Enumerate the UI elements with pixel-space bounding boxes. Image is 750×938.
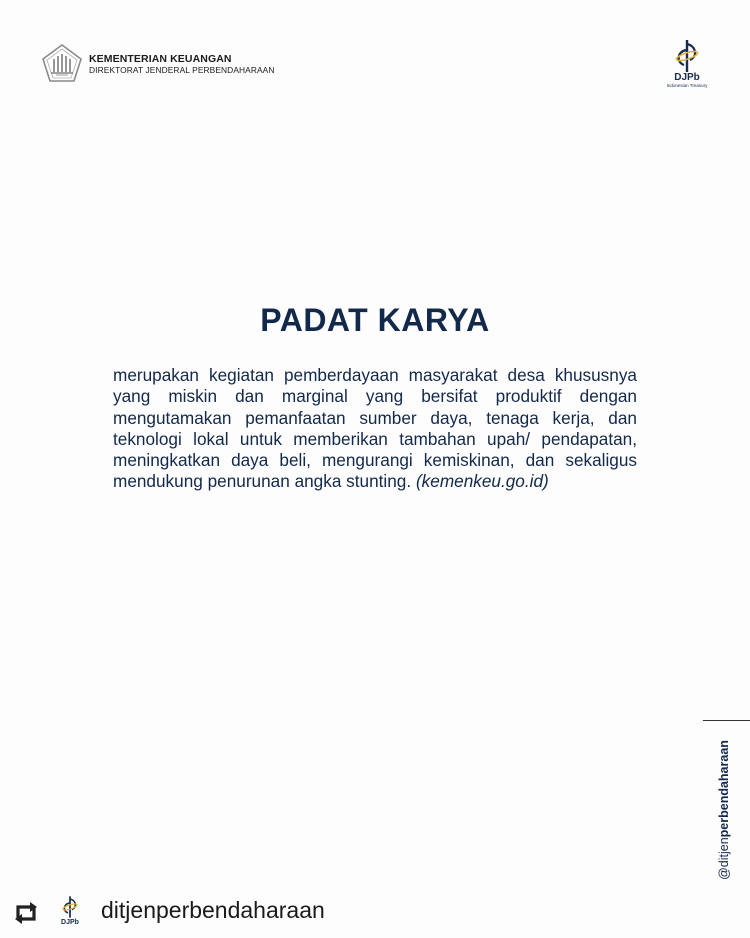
ministry-header xyxy=(41,43,275,85)
definition-text xyxy=(113,365,637,493)
djpb-subtitle: Indonesian Treasury xyxy=(666,83,708,88)
side-handle xyxy=(717,740,731,880)
org-name: KEMENTERIAN KEUANGAN xyxy=(89,52,232,65)
definition-body: merupakan kegiatan pemberdayaan masyarakat desa khususnya yang miskin dan marginal yang bersifat produktif dengan mengutamakan pemanfaatan sumber daya, tenaga kerja, dan teknologi lokal untuk memberikan tambahan upah/ pendapatan, meningkatkan daya beli, mengurangi kemiskinan, dan sekaligus mendukung penurunan angka stunting. xyxy=(113,365,637,492)
avatar[interactable] xyxy=(55,895,85,931)
kemenkeu-emblem-icon xyxy=(41,43,83,85)
side-handle-prefix: @ditjen xyxy=(717,837,731,880)
side-handle-bold: perbendaharaan xyxy=(717,740,731,838)
djpb-brand xyxy=(662,38,712,89)
repost-icon[interactable] xyxy=(13,902,39,924)
djpb-name: DJPb xyxy=(674,72,700,83)
footer-username[interactable]: ditjenperbendaharaan xyxy=(101,897,325,923)
side-divider xyxy=(703,720,750,721)
djpb-avatar-icon xyxy=(59,895,81,919)
definition-source: (kemenkeu.go.id) xyxy=(415,471,549,492)
djpb-logo-icon xyxy=(672,38,702,74)
avatar-label: DJPb xyxy=(61,919,79,926)
org-subtitle: DIREKTORAT JENDERAL PERBENDAHARAAN xyxy=(89,65,275,76)
page-title: PADAT KARYA xyxy=(260,302,490,338)
